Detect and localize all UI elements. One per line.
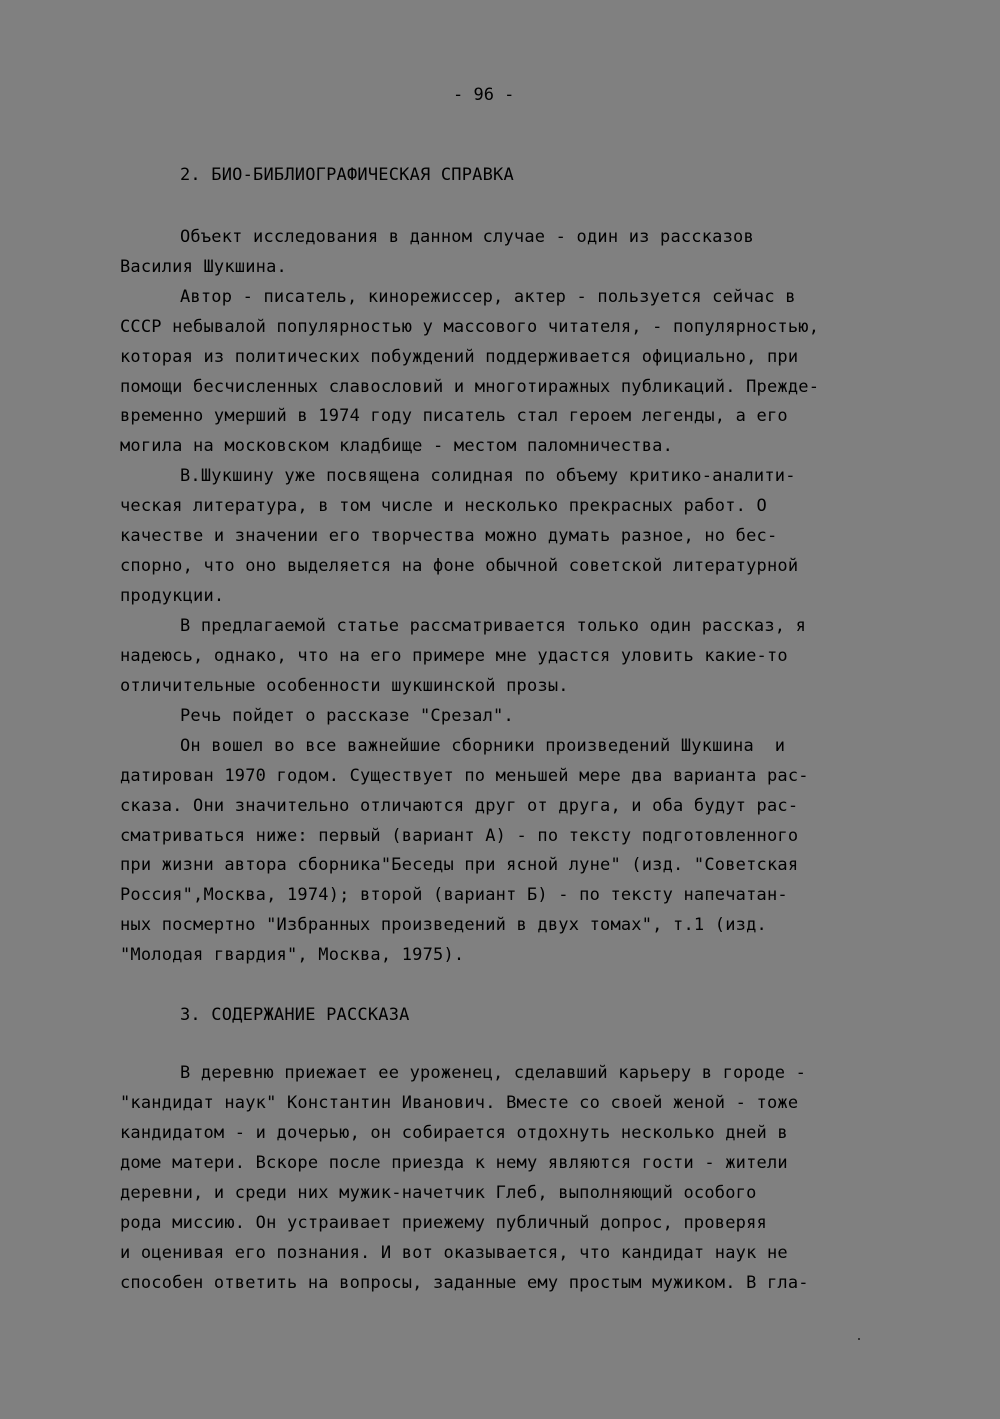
text-line: В.Шукшину уже посвящена солидная по объему критико-аналити-: [180, 466, 796, 486]
text-line: Автор - писатель, кинорежиссер, актер - пользуется сейчас в: [180, 287, 796, 307]
text-line: Объект исследования в данном случае - один из рассказов: [180, 227, 754, 247]
text-line: Речь пойдет о рассказе "Срезал".: [180, 706, 514, 726]
text-line: "кандидат наук" Константин Иванович. Вместе со своей женой - тоже: [120, 1093, 799, 1113]
text-line: временно умерший в 1974 году писатель стал героем легенды, а его: [120, 406, 788, 426]
text-line: В предлагаемой статье рассматривается только один рассказ, я: [180, 616, 807, 636]
text-line: Он вошел во все важнейшие сборники произведений Шукшина и: [180, 736, 786, 756]
text-line: Василия Шукшина.: [120, 257, 287, 277]
section-heading-content: 3. СОДЕРЖАНИЕ РАССКАЗА: [180, 1005, 410, 1025]
text-line: доме матери. Вскоре после приезда к нему являются гости - жители: [120, 1153, 788, 1173]
text-line: СССР небывалой популярностью у массового читателя, - популярностью,: [120, 317, 820, 337]
text-line: деревни, и среди них мужик-начетчик Глеб, выполняющий особого: [120, 1183, 757, 1203]
text-line: спорно, что оно выделяется на фоне обычной советской литературной: [120, 556, 799, 576]
text-line: которая из политических побуждений поддерживается официально, при: [120, 347, 799, 367]
text-line: качестве и значении его творчества можно думать разное, но бес-: [120, 526, 778, 546]
text-line: кандидатом - и дочерью, он собирается отдохнуть несколько дней в: [120, 1123, 788, 1143]
text-line: способен ответить на вопросы, заданные ему простым мужиком. В гла-: [120, 1273, 809, 1293]
text-line: надеюсь, однако, что на его примере мне удастся уловить какие-то: [120, 646, 788, 666]
text-line: "Молодая гвардия", Москва, 1975).: [120, 945, 465, 965]
text-line: могила на московском кладбище - местом паломничества.: [120, 436, 674, 456]
text-line: сматриваться ниже: первый (вариант А) - по тексту подготовленного: [120, 826, 799, 846]
page-number: - 96 -: [453, 85, 515, 105]
text-line: Россия",Москва, 1974); второй (вариант Б) - по тексту напечатан-: [120, 885, 788, 905]
text-line: сказа. Они значительно отличаются друг от друга, и оба будут рас-: [120, 796, 799, 816]
text-line: В деревню приежает ее уроженец, сделавший карьеру в городе -: [180, 1063, 807, 1083]
text-line: отличительные особенности шукшинской прозы.: [120, 676, 569, 696]
text-line: продукции.: [120, 586, 225, 606]
text-line: при жизни автора сборника"Беседы при ясной луне" (изд. "Советская: [120, 855, 799, 875]
text-line: ческая литература, в том числе и несколько прекрасных работ. О: [120, 496, 767, 516]
text-line: датирован 1970 годом. Существует по меньшей мере два варианта рас-: [120, 766, 809, 786]
text-line: ных посмертно "Избранных произведений в двух томах", т.1 (изд.: [120, 915, 767, 935]
section-heading-bio: 2. БИО-БИБЛИОГРАФИЧЕСКАЯ СПРАВКА: [180, 165, 514, 185]
scan-speck: [858, 1338, 860, 1340]
text-line: рода миссию. Он устраивает приежему публичный допрос, проверяя: [120, 1213, 767, 1233]
text-line: помощи бесчисленных славословий и многотиражных публикаций. Прежде-: [120, 377, 820, 397]
text-line: и оценивая его познания. И вот оказывается, что кандидат наук не: [120, 1243, 788, 1263]
